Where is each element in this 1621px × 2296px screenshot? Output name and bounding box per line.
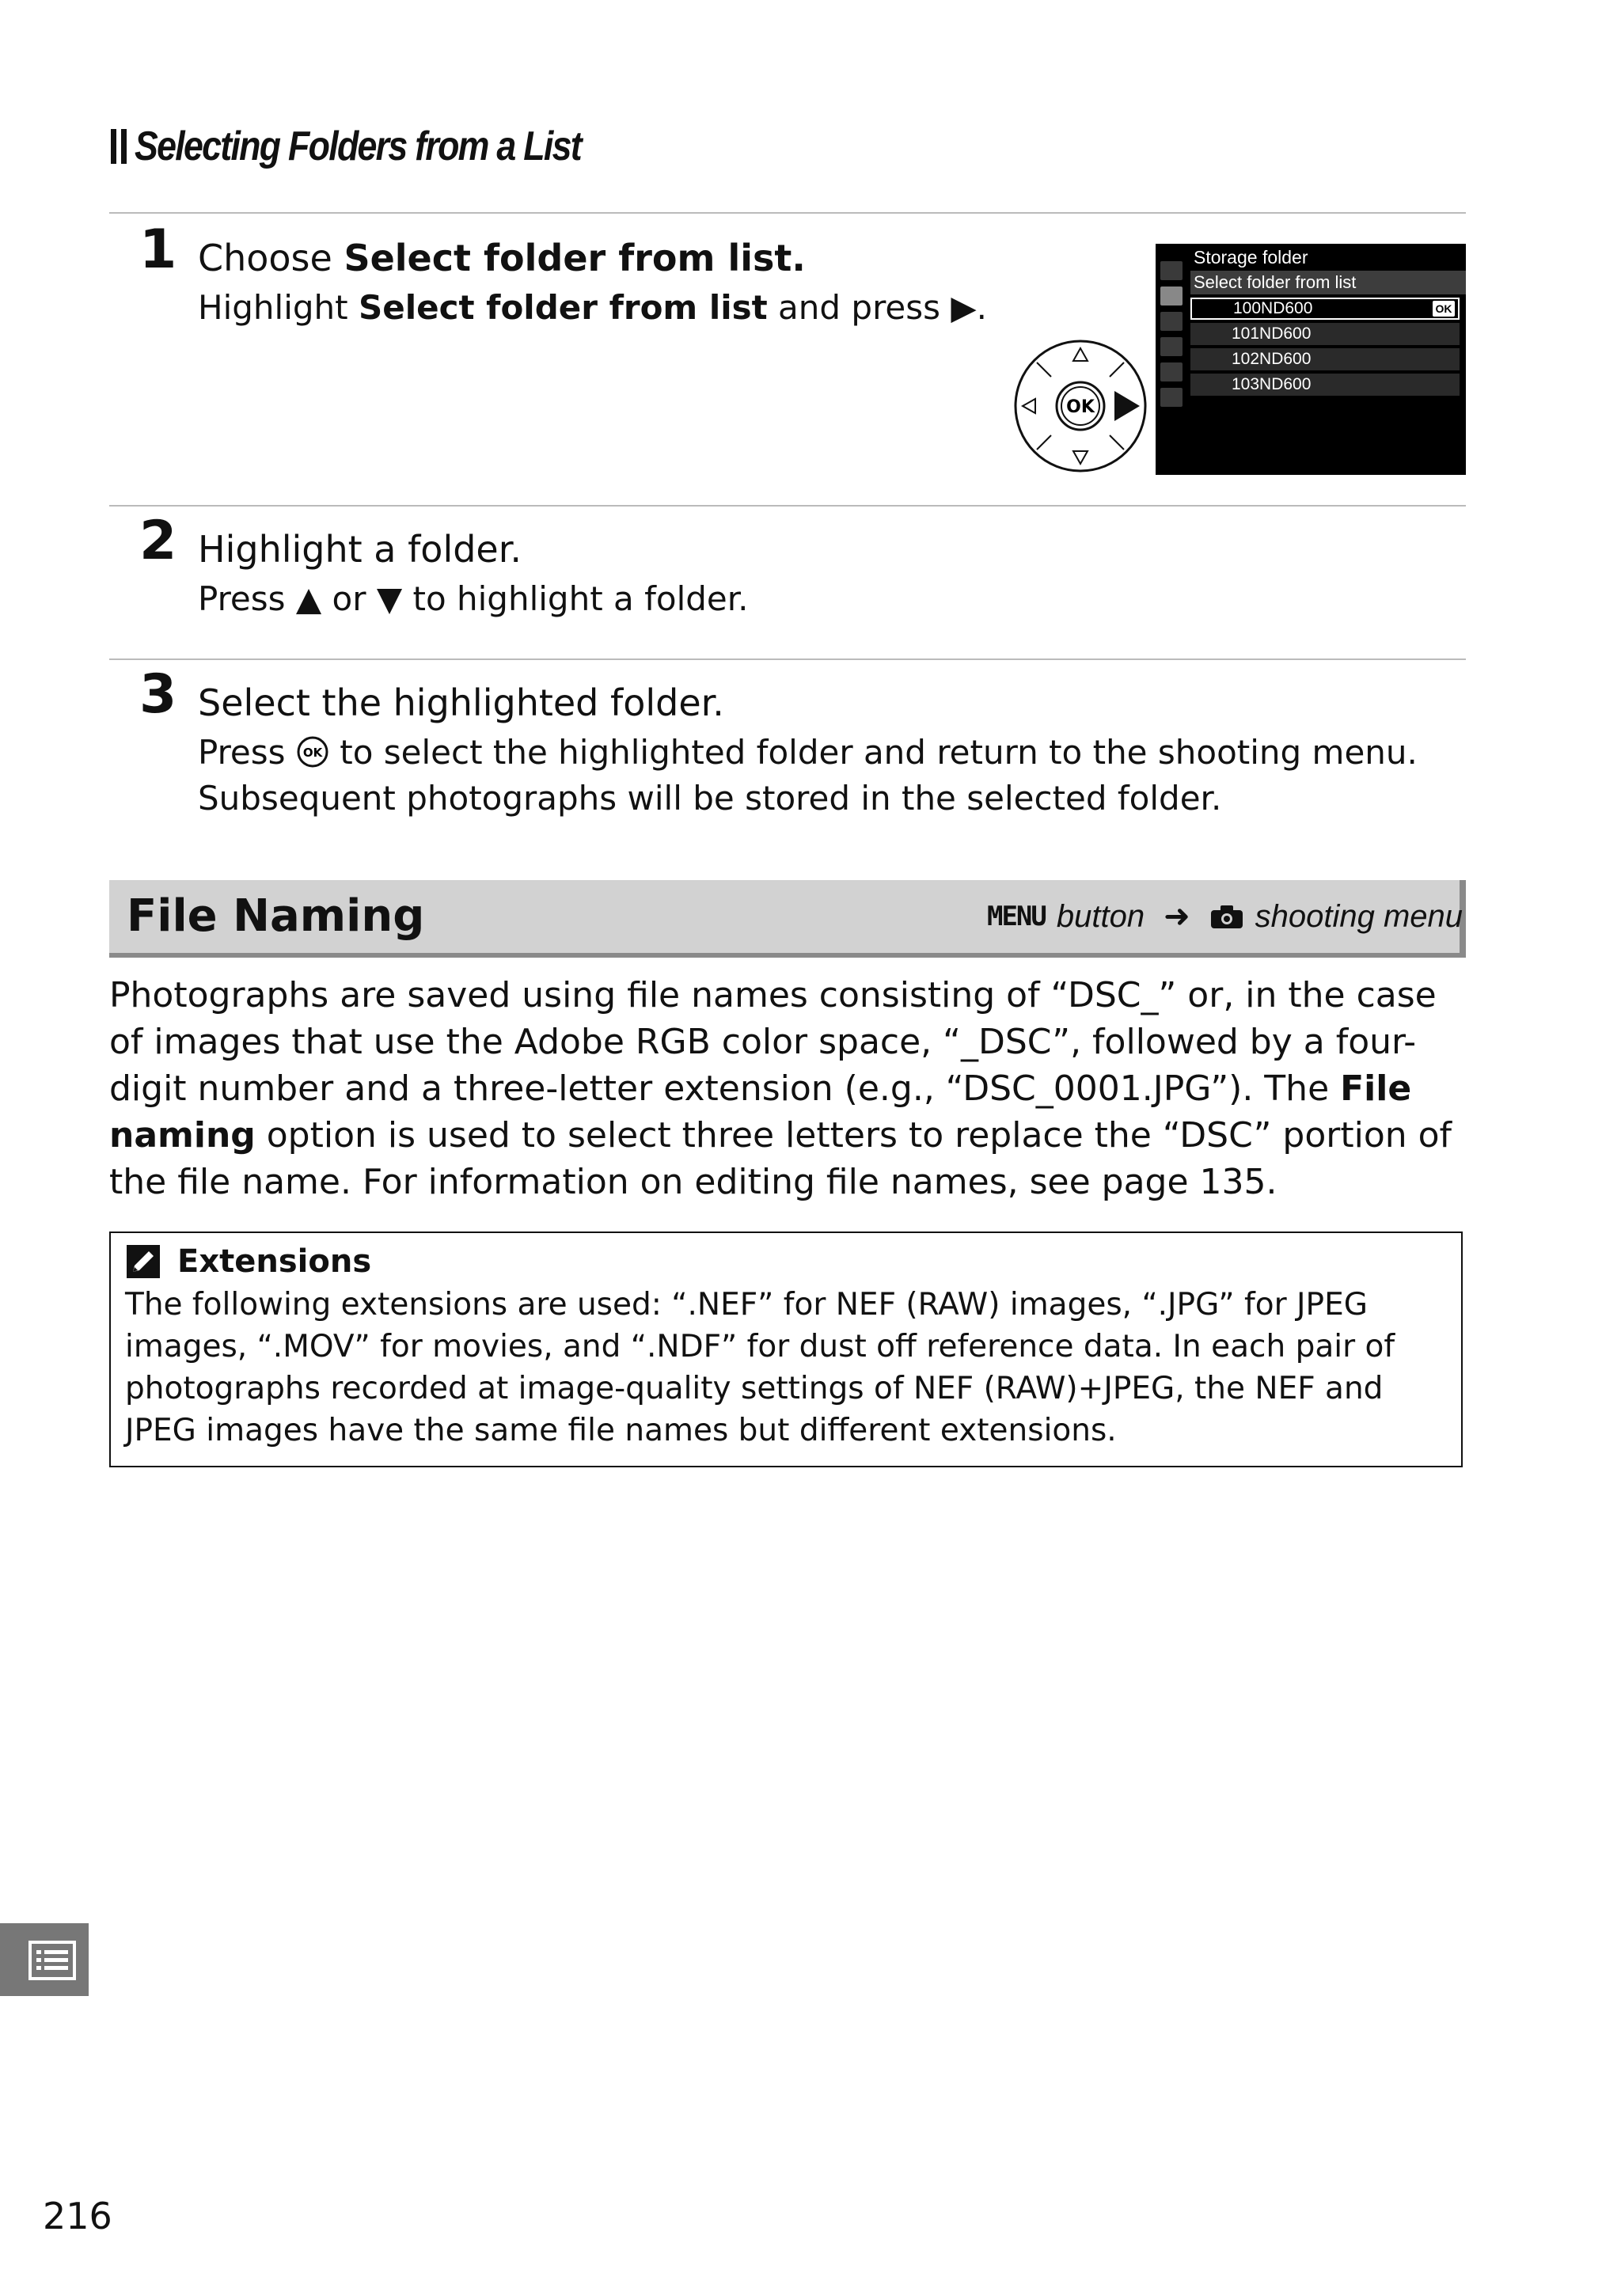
menu-name: shooting menu	[1255, 899, 1463, 934]
retouch-tab-icon	[1160, 362, 1183, 381]
playback-tab-icon	[1160, 261, 1183, 280]
screen-title: Storage folder	[1194, 247, 1308, 268]
ok-button-icon	[296, 735, 329, 768]
section-heading	[111, 119, 654, 174]
section-heading-text: Selecting Folders from a List	[135, 123, 581, 169]
menu-list-icon	[28, 1941, 76, 1982]
step-1-body: Highlight Select folder from list and press ▶.	[198, 288, 988, 327]
step-2-number: 2	[139, 510, 177, 572]
shooting-tab-icon	[1160, 287, 1183, 306]
page-number: 216	[43, 2195, 112, 2237]
pencil-note-icon	[127, 1245, 160, 1278]
camera-icon	[1209, 904, 1244, 929]
menu-tabs	[1156, 244, 1187, 475]
my-menu-tab-icon	[1160, 388, 1183, 407]
step-2-body: Press ▲ or ▼ to highlight a folder.	[198, 579, 749, 618]
folder-item: 102ND600	[1190, 348, 1460, 370]
custom-settings-tab-icon	[1160, 312, 1183, 331]
heading-marker-icon	[111, 129, 127, 164]
divider	[109, 505, 1466, 507]
button-label: button	[1056, 899, 1145, 934]
step-1-title: Choose Select folder from list.	[198, 237, 806, 279]
arrow-icon: ➜	[1164, 899, 1190, 934]
step-3-number: 3	[139, 663, 177, 726]
step-3-body-line1: Press OK to select the highlighted folder and return to the shooting menu.	[198, 733, 1418, 772]
folder-item: 103ND600	[1190, 374, 1460, 396]
svg-text:OK: OK	[302, 746, 323, 760]
divider	[109, 658, 1466, 660]
menu-path	[987, 893, 1463, 940]
step-1-number: 1	[139, 218, 177, 281]
multi-selector-icon	[1013, 339, 1148, 473]
step-3-body-line2: Subsequent photographs will be stored in the selected folder.	[198, 779, 1222, 818]
file-naming-title: File Naming	[127, 890, 425, 942]
note-title: Extensions	[127, 1241, 371, 1282]
camera-screen	[1156, 244, 1466, 475]
setup-tab-icon	[1160, 337, 1183, 356]
file-naming-paragraph: Photographs are saved using file names consisting of “DSC_” or, in the case of images that use the Adobe RGB color space, “_DSC”, followed by a four-digit number and a three-letter extension (e.g., “DSC_0001.JPG”). The File naming option is used to select three letters to replace the “DSC” portion of the file name. For information on editing file names, see page 135.	[109, 975, 1452, 1202]
ok-icon: OK	[1433, 301, 1455, 317]
divider	[109, 212, 1466, 214]
note-body: The following extensions are used: “.NEF” for NEF (RAW) images, “.JPG” for JPEG images, “.MOV” for movies, and “.NDF” for dust off reference data. In each pair of photographs recorded at image-quality settings of NEF (RAW)+JPEG, the NEF and JPEG images have the same file names but different extensions.	[125, 1287, 1395, 1448]
step-3-title: Select the highlighted folder.	[198, 681, 724, 724]
step-2-title: Highlight a folder.	[198, 528, 522, 571]
chapter-tab	[0, 1923, 89, 1996]
selector-ok-label: OK	[1066, 397, 1095, 417]
menu-button-label: MENU	[986, 901, 1046, 932]
screen-subtitle: Select folder from list	[1190, 271, 1466, 294]
folder-item: 100ND600 OK	[1190, 298, 1460, 320]
folder-item: 101ND600	[1190, 323, 1460, 345]
